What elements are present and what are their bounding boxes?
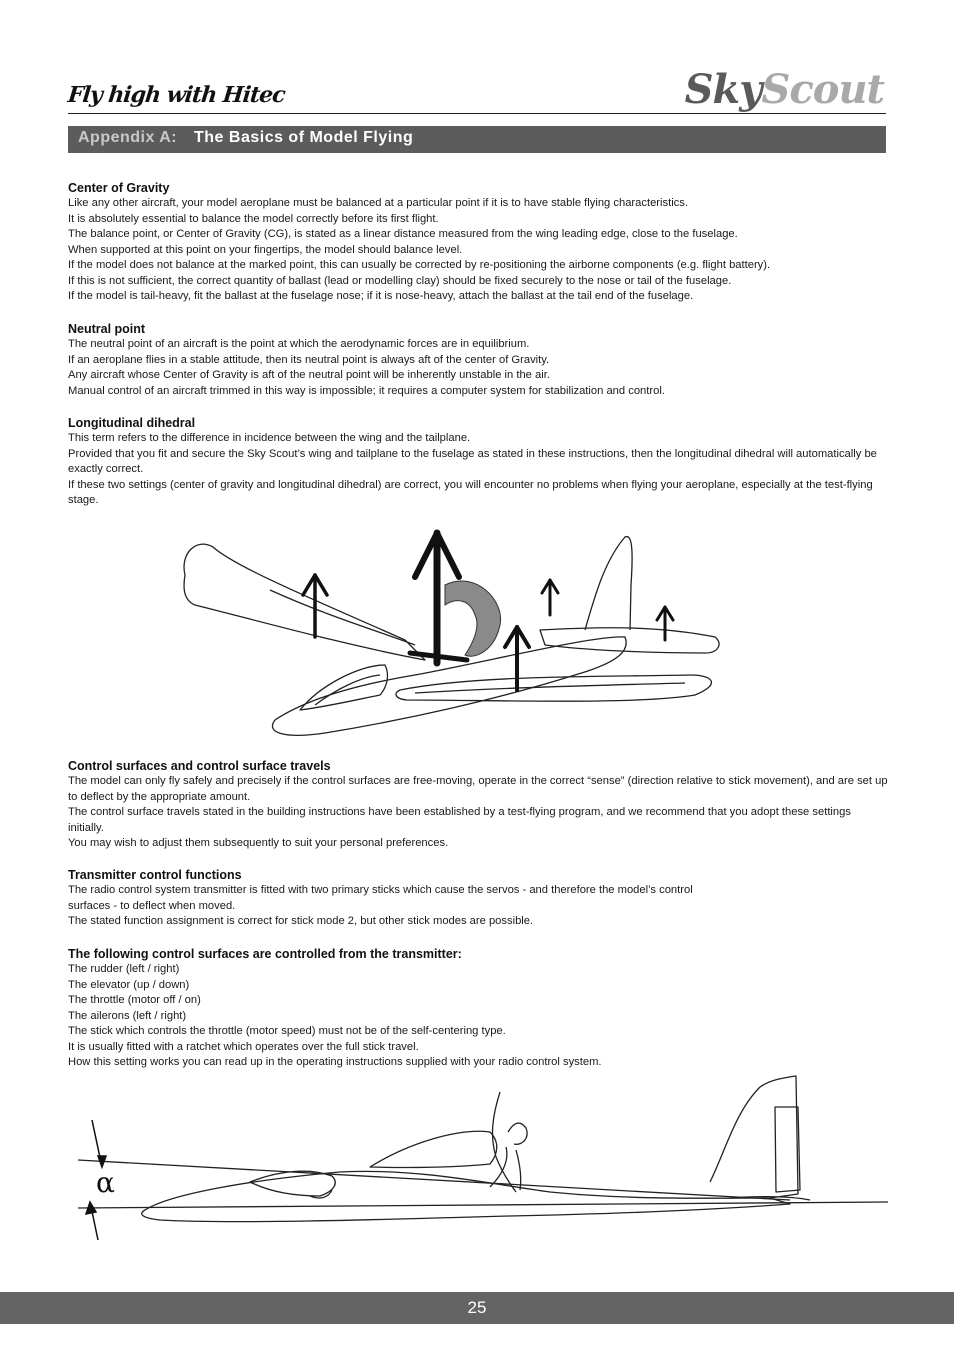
appendix-prefix: Appendix A: xyxy=(78,129,178,146)
section-line: The balance point, or Center of Gravity (CG), is stated as a linear distance measured from the wing leading edge, close to the fuselage. xyxy=(68,228,738,240)
fuselage-reference-line xyxy=(78,1202,888,1208)
section-line: The model can only fly safely and precisely if the control surfaces are free-moving, operate in the correct “sense” (direction relative to stick movement), and are set up to deflect by the appropriate amount. xyxy=(68,775,888,803)
section-line: Manual control of an aircraft trimmed in this way is impossible; it requires a computer system for stabilization and control. xyxy=(68,384,665,397)
propeller xyxy=(445,581,501,656)
section-line: This term refers to the difference in incidence between the wing and the tailplane. xyxy=(68,432,471,444)
section-line: If this is not sufficient, the correct quantity of ballast (lead or modelling clay) should be fixed securely to the nose or tail of the fuselage. xyxy=(68,274,732,287)
vertical-fin xyxy=(585,537,632,630)
page-number: 25 xyxy=(467,1298,487,1317)
section-line: The stick which controls the throttle (motor speed) must not be of the self-centering type. xyxy=(68,1025,506,1037)
section-longitudinal-dihedral xyxy=(68,415,888,509)
section-line: The radio control system transmitter is fitted with two primary sticks which cause the servos - and therefore the model’s control xyxy=(68,884,693,896)
section-line: How this setting works you can read up in the operating instructions supplied with your radio control system. xyxy=(68,1056,602,1068)
page-footer xyxy=(0,1292,954,1324)
section-line: The control surface travels stated in the building instructions have been established by a test-flying program, and we recommend that you adopt these settings initially. xyxy=(68,806,851,834)
section-line: You may wish to adjust them subsequently to suit your personal preferences. xyxy=(68,837,449,849)
angle-alpha-label: α xyxy=(96,1166,115,1199)
right-wing xyxy=(396,675,711,701)
section-controlled-surfaces xyxy=(68,946,888,1071)
section-heading: The following control surfaces are controlled from the transmitter: xyxy=(68,947,462,961)
section-line: The elevator (up / down) xyxy=(68,978,190,991)
section-line: It is usually fitted with a ratchet which operates over the full stick travel. xyxy=(68,1040,419,1053)
section-control-surfaces xyxy=(68,758,888,852)
section-line: If the model does not balance at the marked point, this can usually be corrected by re-positioning the airborne components (e.g. flight battery). xyxy=(68,259,771,271)
lift-arrow-tail-left xyxy=(542,580,558,615)
glider-lift-illustration xyxy=(175,525,730,743)
section-heading: Control surfaces and control surface travels xyxy=(68,759,331,773)
brand-part-scout: Scout xyxy=(761,66,884,113)
section-line: The ailerons (left / right) xyxy=(68,1009,187,1022)
brand-logo xyxy=(685,66,884,113)
header-rule xyxy=(68,113,886,114)
section-line: When supported at this point on your fingertips, the model should balance level. xyxy=(68,243,463,256)
section-line: The rudder (left / right) xyxy=(68,963,180,975)
tail-plane xyxy=(540,628,719,653)
section-line: If the model is tail-heavy, fit the ballast at the fuselage nose; if it is nose-heavy, attach the ballast at the tail end of the fuselage. xyxy=(68,290,694,302)
section-line: If these two settings (center of gravity and longitudinal dihedral) are correct, you will encounter no problems when flying your aeroplane, especially at the test-flying stage. xyxy=(68,478,873,506)
section-line: Like any other aircraft, your model aeroplane must be balanced at a particular point if it is to have stable flying characteristics. xyxy=(68,197,688,209)
section-heading: Center of Gravity xyxy=(68,181,170,195)
section-neutral-point xyxy=(68,321,888,399)
appendix-title: The Basics of Model Flying xyxy=(194,129,414,146)
section-line: If an aeroplane flies in a stable attitude, then its neutral point is always aft of the center of Gravity. xyxy=(68,353,550,366)
vertical-fin-side xyxy=(710,1076,798,1198)
section-heading: Longitudinal dihedral xyxy=(68,416,196,430)
section-line: It is absolutely essential to balance the model correctly before its first flight. xyxy=(68,212,439,225)
brand-part-sky: Sky xyxy=(684,66,762,113)
section-line: The stated function assignment is correct for stick mode 2, but other stick modes are possible. xyxy=(68,915,534,927)
canopy-side xyxy=(250,1171,335,1196)
section-transmitter-functions xyxy=(68,867,888,930)
section-heading: Neutral point xyxy=(68,322,146,336)
left-wing xyxy=(184,544,425,660)
section-line: Provided that you fit and secure the Sky Scout’s wing and tailplane to the fuselage as stated in these instructions, then the longitudinal dihedral will automatically be exactly correct. xyxy=(68,447,877,475)
lift-arrow-tail-right xyxy=(657,607,673,640)
section-line: Any aircraft whose Center of Gravity is aft of the neutral point will be inherently unstable in the air. xyxy=(68,369,550,381)
glider-side-view-illustration xyxy=(70,1072,890,1244)
tagline: Fly high with Hitec xyxy=(66,82,286,108)
section-heading: Transmitter control functions xyxy=(68,868,242,882)
section-line: The neutral point of an aircraft is the point at which the aerodynamic forces are in equilibrium. xyxy=(68,338,530,350)
section-line: The throttle (motor off / on) xyxy=(68,994,201,1006)
section-center-of-gravity xyxy=(68,180,888,305)
fuselage-side xyxy=(142,1171,790,1221)
propeller-side xyxy=(493,1092,528,1192)
section-line: surfaces - to deflect when moved. xyxy=(68,899,236,912)
lift-arrow-right-wing xyxy=(505,627,529,690)
wing-reference-line xyxy=(78,1160,790,1200)
pylon xyxy=(370,1131,497,1167)
appendix-title-bar xyxy=(68,126,886,153)
